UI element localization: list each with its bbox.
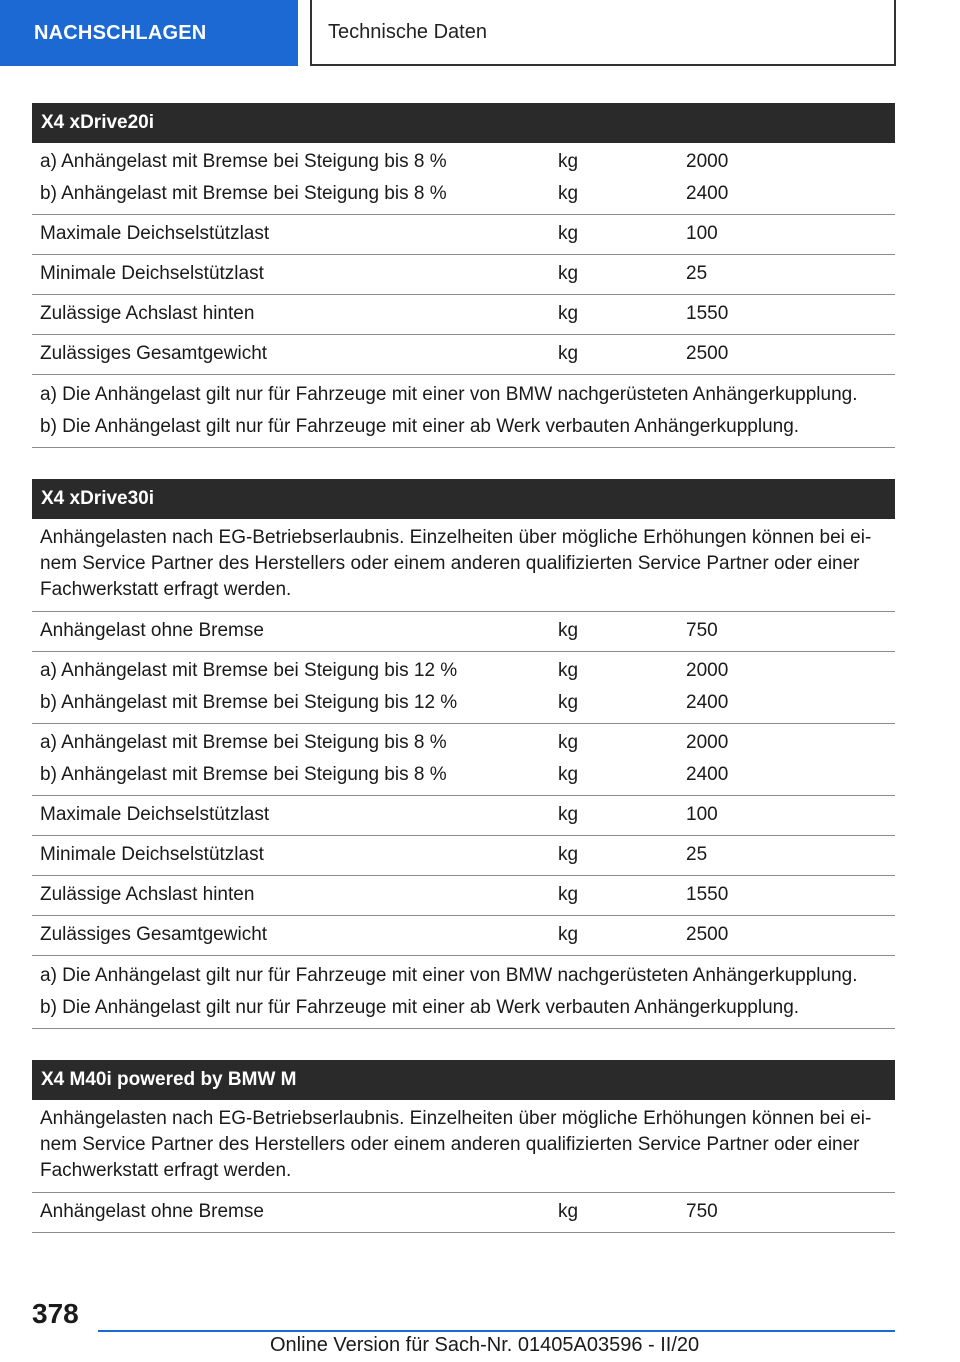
spec-unit-cell (558, 919, 686, 951)
content-area (32, 103, 895, 1264)
spec-label-cell (32, 338, 558, 370)
spec-value-cell (686, 655, 895, 719)
spec-label: Minimale Deichselstützlast (40, 844, 264, 865)
spec-row (32, 215, 895, 255)
spec-label-cell (32, 839, 558, 871)
spec-row (32, 916, 895, 956)
spec-value-cell (686, 799, 895, 831)
spec-unit-cell (558, 146, 686, 210)
spec-row (32, 255, 895, 295)
section-label: NACHSCHLAGEN (0, 0, 298, 66)
spec-unit-cell (558, 218, 686, 250)
spec-row (32, 295, 895, 335)
spec-unit-cell (558, 727, 686, 791)
footer-divider (98, 1330, 895, 1332)
page-number: 378 (32, 1298, 79, 1329)
spec-unit: kg (558, 223, 579, 244)
page-header (0, 0, 960, 66)
spec-unit-cell (558, 298, 686, 330)
spec-label: Anhängelast ohne Bremse (40, 620, 264, 641)
block-title: X4 xDrive20i (32, 103, 895, 143)
spec-value-cell (686, 298, 895, 330)
spec-value: 100 (686, 223, 718, 244)
spec-value: 750 (686, 620, 718, 641)
spec-row (32, 1193, 895, 1233)
spec-row (32, 335, 895, 375)
spec-value-cell (686, 615, 895, 647)
spec-value: 2000 (686, 151, 729, 172)
spec-label: Zulässiges Gesamtgewicht (40, 924, 268, 945)
spec-unit: kg (558, 804, 579, 825)
spec-value-cell (686, 839, 895, 871)
spec-label-cell (32, 919, 558, 951)
spec-unit-cell (558, 338, 686, 370)
spec-value: 25 (686, 263, 708, 284)
spec-unit-cell (558, 879, 686, 911)
spec-label: Maximale Deichselstützlast (40, 223, 270, 244)
spec-unit: kg (558, 183, 579, 204)
online-version-note: Online Version für Sach-Nr. 01405A03596 - II/20 (270, 1334, 700, 1356)
footnotes (32, 956, 895, 1029)
spec-value: 2400 (686, 764, 729, 785)
spec-label-cell (32, 258, 558, 290)
spec-unit: kg (558, 303, 579, 324)
spec-row (32, 836, 895, 876)
spec-value: 2500 (686, 343, 729, 364)
spec-value-cell (686, 919, 895, 951)
spec-label: a) Anhängelast mit Bremse bei Steigung bis 12 % (40, 660, 458, 681)
spec-label: a) Anhängelast mit Bremse bei Steigung bis 8 % (40, 732, 447, 753)
spec-value-cell (686, 258, 895, 290)
spec-value: 2400 (686, 692, 729, 713)
spec-label: b) Anhängelast mit Bremse bei Steigung bis 12 % (40, 692, 458, 713)
block-note: Anhängelasten nach EG-Betriebserlaubnis. Einzelheiten über mögliche Erhöhungen können bei ei- nem Service Partner des Herstellers oder einem anderen qualifizierten Service Partner oder einer Fachwerkstatt erfragt werden. (32, 1100, 895, 1193)
spec-row (32, 143, 895, 215)
spec-row (32, 876, 895, 916)
spec-unit: kg (558, 263, 579, 284)
spec-value: 2000 (686, 660, 729, 681)
spec-label-cell (32, 727, 558, 791)
spec-block (32, 479, 895, 1029)
spec-label-cell (32, 146, 558, 210)
spec-label-cell (32, 799, 558, 831)
spec-label-cell (32, 1196, 558, 1228)
spec-value-cell (686, 727, 895, 791)
spec-row (32, 612, 895, 652)
spec-unit-cell (558, 1196, 686, 1228)
spec-value: 25 (686, 844, 708, 865)
spec-label-cell (32, 298, 558, 330)
footnote: a) Die Anhängelast gilt nur für Fahrzeuge mit einer von BMW nachgerüsteten Anhängerkupplung. (40, 965, 858, 986)
spec-unit-cell (558, 655, 686, 719)
spec-row (32, 724, 895, 796)
spec-label: Zulässige Achslast hinten (40, 303, 255, 324)
footnote: a) Die Anhängelast gilt nur für Fahrzeuge mit einer von BMW nachgerüsteten Anhängerkupplung. (40, 384, 858, 405)
spec-unit: kg (558, 620, 579, 641)
spec-unit-cell (558, 258, 686, 290)
spec-value: 1550 (686, 303, 729, 324)
spec-value: 2500 (686, 924, 729, 945)
spec-block (32, 1060, 895, 1233)
footnote: b) Die Anhängelast gilt nur für Fahrzeuge mit einer ab Werk verbauten Anhängerkupplung. (40, 416, 800, 437)
spec-label: b) Anhängelast mit Bremse bei Steigung bis 8 % (40, 764, 447, 785)
spec-value-cell (686, 146, 895, 210)
spec-value-cell (686, 1196, 895, 1228)
spec-label: Zulässiges Gesamtgewicht (40, 343, 268, 364)
spec-label: Minimale Deichselstützlast (40, 263, 264, 284)
spec-label: b) Anhängelast mit Bremse bei Steigung bis 8 % (40, 183, 447, 204)
spec-value: 2000 (686, 732, 729, 753)
spec-unit: kg (558, 1201, 579, 1222)
chapter-title: Technische Daten (310, 0, 896, 66)
footnote: b) Die Anhängelast gilt nur für Fahrzeuge mit einer ab Werk verbauten Anhängerkupplung. (40, 997, 800, 1018)
spec-label: a) Anhängelast mit Bremse bei Steigung bis 8 % (40, 151, 447, 172)
spec-value: 750 (686, 1201, 718, 1222)
spec-value: 2400 (686, 183, 729, 204)
spec-unit-cell (558, 799, 686, 831)
block-note: Anhängelasten nach EG-Betriebserlaubnis. Einzelheiten über mögliche Erhöhungen können bei ei- nem Service Partner des Herstellers oder einem anderen qualifizierten Service Partner oder einer Fachwerkstatt erfragt werden. (32, 519, 895, 612)
spec-unit: kg (558, 343, 579, 364)
spec-unit: kg (558, 844, 579, 865)
spec-unit-cell (558, 615, 686, 647)
spec-row (32, 796, 895, 836)
spec-value-cell (686, 338, 895, 370)
spec-unit: kg (558, 151, 579, 172)
spec-unit: kg (558, 884, 579, 905)
spec-unit-cell (558, 839, 686, 871)
footnotes (32, 375, 895, 448)
spec-label: Zulässige Achslast hinten (40, 884, 255, 905)
spec-label-cell (32, 655, 558, 719)
spec-label-cell (32, 218, 558, 250)
spec-unit: kg (558, 764, 579, 785)
spec-value-cell (686, 218, 895, 250)
spec-label-cell (32, 615, 558, 647)
block-title: X4 xDrive30i (32, 479, 895, 519)
spec-unit: kg (558, 692, 579, 713)
spec-label: Anhängelast ohne Bremse (40, 1201, 264, 1222)
spec-value: 1550 (686, 884, 729, 905)
spec-unit: kg (558, 924, 579, 945)
spec-row (32, 652, 895, 724)
spec-label-cell (32, 879, 558, 911)
spec-block (32, 103, 895, 448)
spec-unit: kg (558, 732, 579, 753)
block-title: X4 M40i powered by BMW M (32, 1060, 895, 1100)
spec-value-cell (686, 879, 895, 911)
spec-unit: kg (558, 660, 579, 681)
spec-value: 100 (686, 804, 718, 825)
spec-label: Maximale Deichselstützlast (40, 804, 270, 825)
